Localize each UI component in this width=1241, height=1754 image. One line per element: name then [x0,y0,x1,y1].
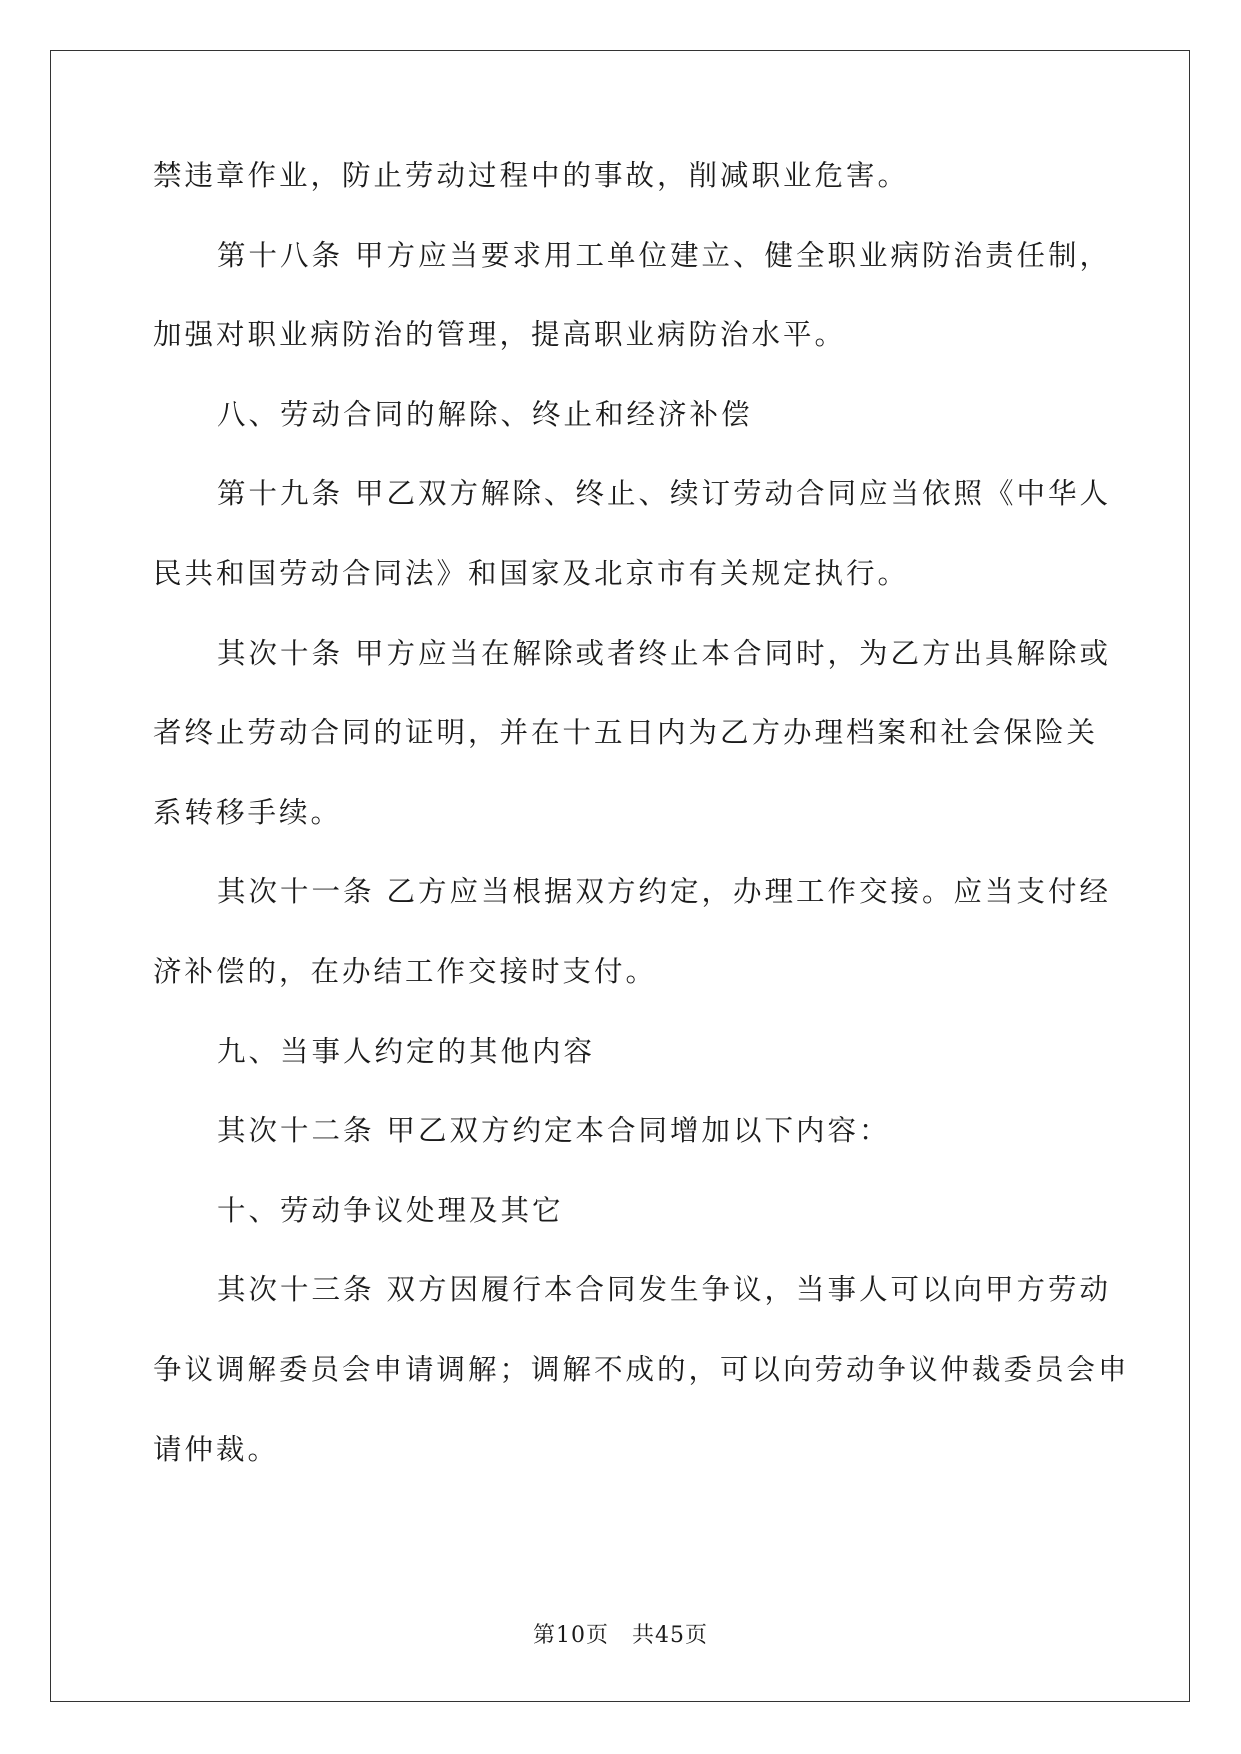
article-23-line-1: 其次十三条 双方因履行本合同发生争议，当事人可以向甲方劳动 [217,1273,1112,1307]
article-23-line-2: 争议调解委员会申请调解；调解不成的，可以向劳动争议仲裁委员会申 [153,1352,1130,1386]
article-21-line-2: 济补偿的，在办结工作交接时支付。 [153,954,658,988]
article-23-line-3: 请仲裁。 [153,1432,280,1466]
article-20-line-3: 系转移手续。 [153,795,343,829]
article-21-line-1: 其次十一条 乙方应当根据双方约定，办理工作交接。应当支付经 [217,875,1112,909]
document-body [153,159,1130,1513]
article-18-line-1: 第十八条 甲方应当要求用工单位建立、健全职业病防治责任制， [217,238,1112,272]
page-number-footer: 第10页 共45页 [533,1623,708,1648]
article-20-line-1: 其次十条 甲方应当在解除或者终止本合同时，为乙方出具解除或 [217,636,1112,670]
paragraph-line: 禁违章作业，防止劳动过程中的事故，削减职业危害。 [153,159,910,192]
article-20-line-2: 者终止劳动合同的证明，并在十五日内为乙方办理档案和社会保险关 [153,716,1099,750]
article-19-line-2: 民共和国劳动合同法》和国家及北京市有关规定执行。 [153,556,910,590]
section-heading-8: 八、劳动合同的解除、终止和经济补偿 [217,397,753,431]
article-19-line-1: 第十九条 甲乙双方解除、终止、续订劳动合同应当依照《中华人 [217,477,1112,511]
article-18-line-2: 加强对职业病防治的管理，提高职业病防治水平。 [153,318,847,352]
section-heading-10: 十、劳动争议处理及其它 [217,1193,564,1227]
article-22-line-1: 其次十二条 甲乙双方约定本合同增加以下内容： [217,1114,891,1148]
section-heading-9: 九、当事人约定的其他内容 [217,1034,596,1068]
